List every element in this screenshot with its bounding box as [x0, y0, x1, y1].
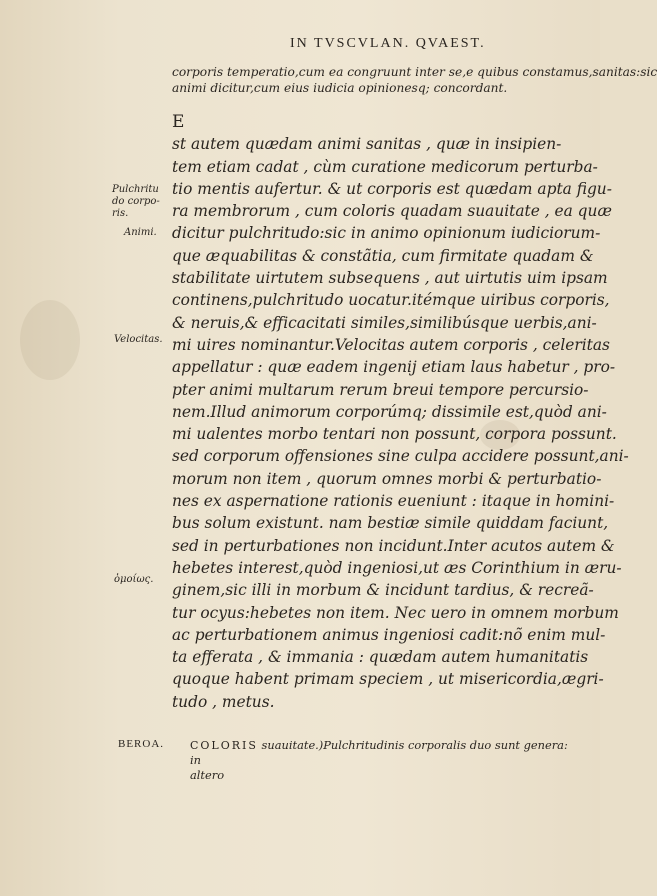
body-line: tem etiam cadat , cùm curatione medicorum perturba-	[172, 157, 598, 176]
body-line: bus solum existunt. nam bestiæ simile quiddam faciunt,	[172, 514, 609, 533]
footnote-label: BEROA.	[118, 738, 165, 750]
body-line: sed in perturbationes non incidunt.Inter acutos autem &	[172, 536, 615, 555]
body-line: tio mentis aufertur. & ut corporis est quædam apta figu-	[172, 179, 612, 198]
body-line: morum non item , quorum omnes morbi & perturbatio-	[172, 469, 602, 488]
running-header: IN TVSCVLAN. QVAEST.	[290, 36, 486, 51]
body-line-text: st autem quædam animi sanitas , quæ in insipien-	[172, 135, 562, 154]
body-line: appellatur : quæ eadem ingenij etiam laus habetur , pro-	[172, 358, 616, 377]
body-line: pter animi multarum rerum breui tempore percursio-	[172, 380, 589, 399]
body-line: ginem,sic illi in morbum & incidunt tardius, & recreã-	[172, 581, 594, 600]
drop-cap: E	[172, 112, 185, 132]
body-line: tudo , metus.	[172, 692, 275, 711]
main-body-text	[172, 111, 629, 713]
summary-line: animi dicitur,cum eius iudicia opinionesq; concordant.	[172, 81, 508, 95]
paper-stain	[20, 300, 80, 380]
body-line: stabilitate uirtutem subsequens , aut uirtutis uim ipsam	[172, 269, 608, 288]
margin-note-pulchritudo: Pulchritu do corpo- ris.	[112, 184, 160, 219]
body-line: mi ualentes morbo tentari non possunt, corpora possunt.	[172, 425, 617, 444]
body-line: ac perturbationem animus ingeniosi cadit:nõ enim mul-	[172, 625, 606, 644]
body-line: nem.Illud animorum corporúmq; dissimile est,quòd ani-	[172, 402, 607, 421]
summary-text	[172, 64, 657, 96]
body-line: continens,pulchritudo uocatur.itémque uiribus corporis,	[172, 291, 610, 310]
margin-note-animi: Animi.	[124, 227, 157, 238]
body-line: nes ex aspernatione rationis eueniunt : itaque in homini-	[172, 492, 615, 511]
footnote-lemma: COLORIS	[190, 739, 258, 752]
body-line: tur ocyus:hebetes non item. Nec uero in omnem morbum	[172, 603, 619, 622]
footnote-lemma-rest: suauitate.)Pulchritudinis corporalis duo sunt genera: in	[190, 738, 568, 767]
body-line	[172, 111, 577, 156]
body-line: ta efferata , & immania : quædam autem humanitatis	[172, 648, 589, 667]
body-line: quoque habent primam speciem , ut misericordia,ægri-	[172, 670, 604, 689]
footnote-text	[190, 738, 580, 783]
margin-note-velocitas: Velocitas.	[114, 334, 163, 345]
body-line: mi uires nominantur.Velocitas autem corporis , celeritas	[172, 335, 610, 354]
footnote-continuation: altero	[190, 768, 225, 782]
body-line: que æquabilitas & constãtia, cum firmitate quadam &	[172, 246, 594, 265]
body-line: sed corporum offensiones sine culpa accidere possunt,ani-	[172, 447, 629, 466]
body-line: ra membrorum , cum coloris quadam suauitate , ea quæ	[172, 202, 612, 221]
summary-line: corporis temperatio,cum ea congruunt inter se,e quibus constamus,sanitas:sic	[172, 65, 657, 79]
body-line: & neruis,& efficacitati similes,similibúsque uerbis,ani-	[172, 313, 597, 332]
margin-note-greek: ὁμοίως.	[114, 574, 154, 585]
body-line: hebetes interest,quòd ingeniosi,ut æs Corinthium in æru-	[172, 558, 622, 577]
body-line: dicitur pulchritudo:sic in animo opinionum iudiciorum-	[172, 224, 601, 243]
